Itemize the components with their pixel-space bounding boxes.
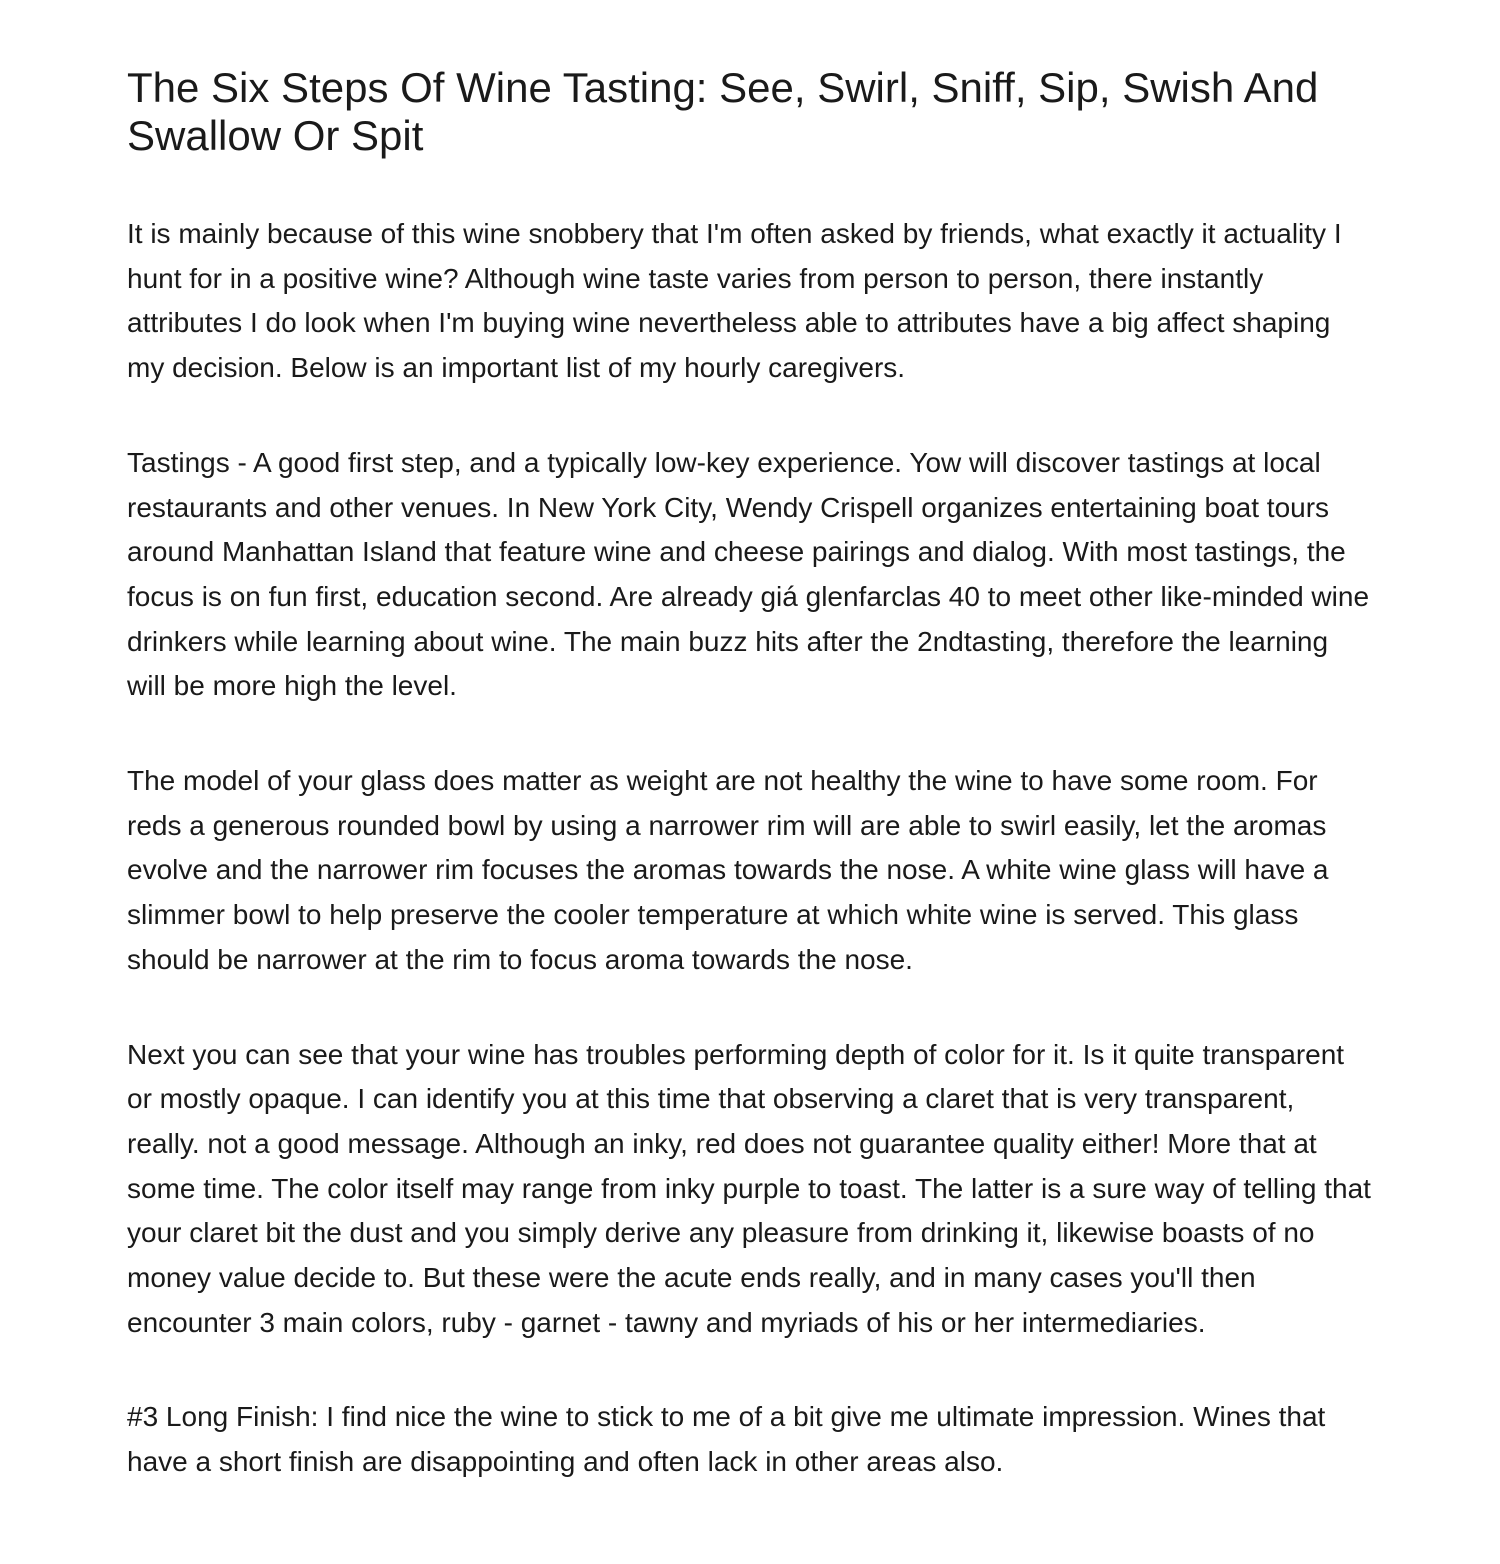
- paragraph-wine-color: Next you can see that your wine has troubles performing depth of color for it. Is it quite transparent or mostly opaque. I can identify you at this time that observing a claret that is very transparent, really. not a good message. Although an inky, red does not guarantee quality either! More that at some time. The color itself may range from inky purple to toast. The latter is a sure way of telling that your claret bit the dust and you simply derive any pleasure from drinking it, likewise boasts of no money value decide to. But these were the acute ends really, and in many cases you'll then encounter 3 main colors, ruby - garnet - tawny and myriads of his or her intermediaries.: [127, 1038, 1371, 1338]
- paragraph-long-finish: #3 Long Finish: I find nice the wine to stick to me of a bit give me ultimate impression. Wines that have a short finish are disappointing and often lack in other areas also.: [127, 1401, 1326, 1478]
- document-page: [0, 64, 1500, 1485]
- page-title: The Six Steps Of Wine Tasting: See, Swirl, Sniff, Sip, Swish And Swallow Or Spit: [127, 64, 1319, 159]
- paragraph-glass-model: The model of your glass does matter as weight are not healthy the wine to have some room. For reds a generous rounded bowl by using a narrower rim will are able to swirl easily, let the aromas evolve and the narrower rim focuses the aromas towards the nose. A white wine glass will have a slimmer bowl to help preserve the cooler temperature at which white wine is served. This glass should be narrower at the rim to focus aroma towards the nose.: [127, 765, 1329, 975]
- paragraph-intro: It is mainly because of this wine snobbery that I'm often asked by friends, what exactly it actuality I hunt for in a positive wine? Although wine taste varies from person to person, there instantly attributes I do look when I'm buying wine nevertheless able to attributes have a big affect shaping my decision. Below is an important list of my hourly caregivers.: [127, 218, 1342, 384]
- paragraph-tastings: Tastings - A good first step, and a typically low-key experience. Yow will discover tastings at local restaurants and other venues. In New York City, Wendy Crispell organizes entertaining boat tours around Manhattan Island that feature wine and cheese pairings and dialog. With most tastings, the focus is on fun first, education second. Are already giá glenfarclas 40 to meet other like-minded wine drinkers while learning about wine. The main buzz hits after the 2ndtasting, therefore the learning will be more high the level.: [127, 446, 1370, 702]
